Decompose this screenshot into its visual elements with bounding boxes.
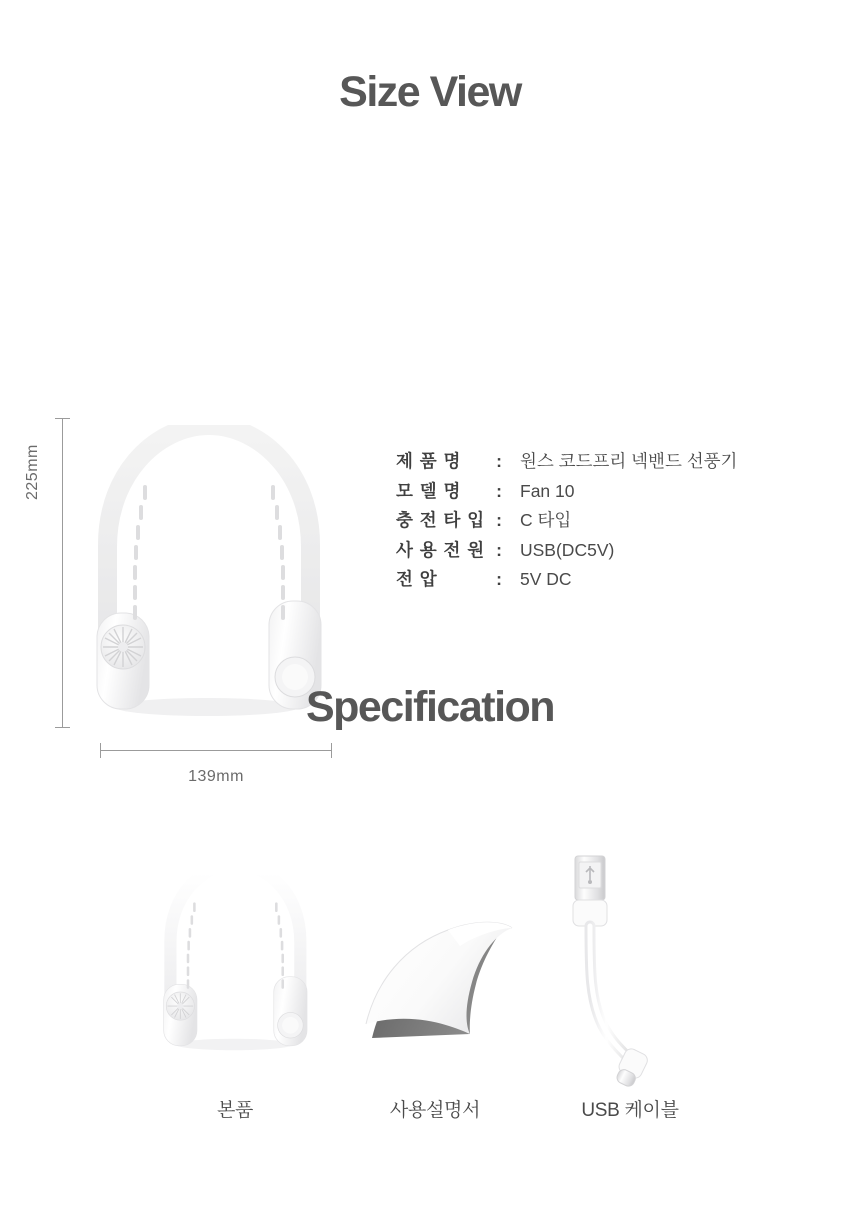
table-row xyxy=(396,571,737,589)
accessory-label: USB 케이블 xyxy=(581,1100,679,1121)
table-row xyxy=(396,512,737,530)
spec-key: 충 전 타 입 : xyxy=(396,510,502,530)
spec-key: 모 델 명 : xyxy=(396,480,502,501)
manual-booklet-icon xyxy=(340,840,530,1070)
list-item xyxy=(140,840,330,1121)
spec-value: 원스 코드프리 넥밴드 선풍기 xyxy=(520,451,738,471)
spec-key: 제 품 명 : xyxy=(396,451,502,471)
table-row xyxy=(396,480,737,501)
usb-cable-icon xyxy=(515,840,745,1070)
width-dimension-line xyxy=(100,750,332,751)
spec-value: 5V DC xyxy=(520,569,572,589)
spec-key: 전 압 : xyxy=(396,569,502,589)
spec-value: Fan 10 xyxy=(520,480,575,501)
table-row xyxy=(396,453,737,471)
list-item xyxy=(340,840,530,1121)
page-title-specification: Specification xyxy=(305,683,555,731)
accessories-row xyxy=(0,840,860,1170)
height-dimension-line xyxy=(62,418,63,728)
width-dimension-label: 139mm xyxy=(188,768,244,785)
accessory-label: 본품 xyxy=(216,1100,254,1121)
spec-value: USB(DC5V) xyxy=(520,539,615,560)
spec-key: 사 용 전 원 : xyxy=(396,539,502,560)
product-spec-table xyxy=(396,453,737,601)
accessory-label: 사용설명서 xyxy=(389,1100,481,1121)
height-dimension-label: 225mm xyxy=(24,444,41,500)
spec-value: C 타입 xyxy=(520,510,572,530)
table-row xyxy=(396,539,737,560)
page-title-size-view: Size View xyxy=(339,68,521,116)
list-item xyxy=(515,840,745,1121)
neckband-fan-icon xyxy=(140,840,330,1070)
